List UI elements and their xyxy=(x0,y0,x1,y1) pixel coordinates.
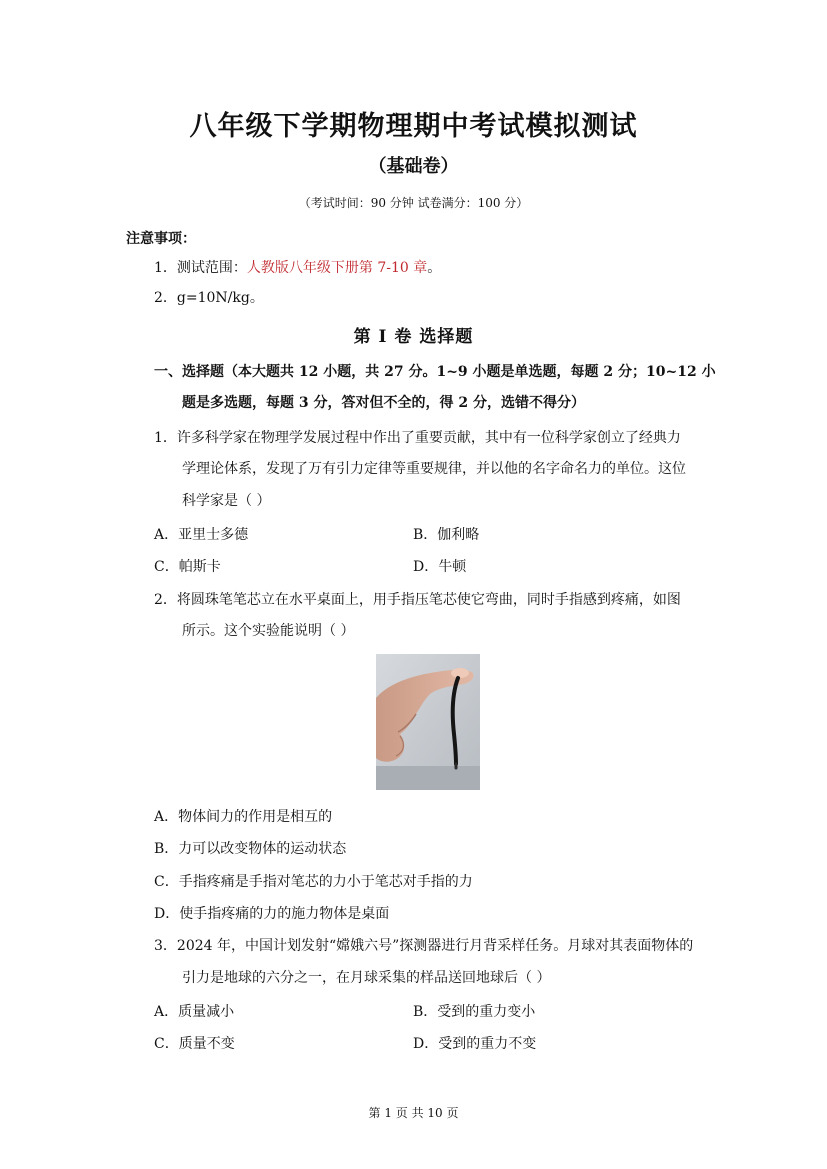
page-number: 第 1 页 共 10 页 xyxy=(368,1106,459,1120)
q3-option-b: B．受到的重力变小 xyxy=(413,1004,536,1020)
section-instruction-line-1: 一、选择题（本大题共 12 小题，共 27 分。1~9 小题是单选题，每题 2 分；10~12 小 xyxy=(154,364,716,380)
q3-line-1: 3．2024 年，中国计划发射“嫦娥六号”探测器进行月背采样任务。月球对其表面物体的 xyxy=(154,938,694,954)
q1-line-1: 1．许多科学家在物理学发展过程中作出了重要贡献，其中有一位科学家创立了经典力 xyxy=(154,430,681,446)
q2-line-1: 2．将圆珠笔笔芯立在水平桌面上，用手指压笔芯使它弯曲，同时手指感到疼痛，如图 xyxy=(154,592,681,608)
q2-option-c: C．手指疼痛是手指对笔芯的力小于笔芯对手指的力 xyxy=(154,874,473,890)
notes-heading: 注意事项： xyxy=(126,231,196,247)
note-item-1-highlight: 人教版八年级下册第 7-10 章 xyxy=(246,260,428,276)
q3-option-d: D．受到的重力不变 xyxy=(413,1036,537,1052)
q3-option-a: A．质量减小 xyxy=(154,1004,235,1020)
section-title: 第 I 卷 选择题 xyxy=(353,327,474,347)
note-item-1-suffix: 。 xyxy=(427,260,442,276)
q1-line-3: 科学家是（ ） xyxy=(182,493,271,509)
exam-info: （考试时间：90 分钟 试卷满分：100 分） xyxy=(298,196,529,210)
q1-option-c: C．帕斯卡 xyxy=(154,559,221,575)
document-title: 八年级下学期物理期中考试模拟测试 xyxy=(189,111,638,142)
q2-option-b: B．力可以改变物体的运动状态 xyxy=(154,841,347,857)
finger-pressing-pen-refill-photo xyxy=(376,654,480,790)
photo-illustration xyxy=(376,654,480,790)
q3-line-2: 引力是地球的六分之一，在月球采集的样品送回地球后（ ） xyxy=(182,970,551,986)
q1-line-2: 学理论体系，发现了万有引力定律等重要规律，并以他的名字命名力的单位。这位 xyxy=(182,461,686,477)
note-item-1-prefix: 1．测试范围： xyxy=(154,260,247,276)
q2-option-a: A．物体间力的作用是相互的 xyxy=(154,809,333,825)
q3-option-c: C．质量不变 xyxy=(154,1036,235,1052)
q1-option-b: B．伽利略 xyxy=(413,527,480,543)
section-instruction-line-2: 题是多选题，每题 3 分，答对但不全的，得 2 分，选错不得分） xyxy=(182,395,585,411)
document-subtitle: （基础卷） xyxy=(368,156,459,177)
q1-option-a: A．亚里士多德 xyxy=(154,527,249,543)
q2-option-d: D．使手指疼痛的力的施力物体是桌面 xyxy=(154,906,390,922)
q1-option-d: D．牛顿 xyxy=(413,559,467,575)
note-item-1 xyxy=(154,257,441,277)
q2-line-2: 所示。这个实验能说明（ ） xyxy=(182,623,355,639)
note-item-2: 2．g=10N/kg。 xyxy=(154,290,264,306)
